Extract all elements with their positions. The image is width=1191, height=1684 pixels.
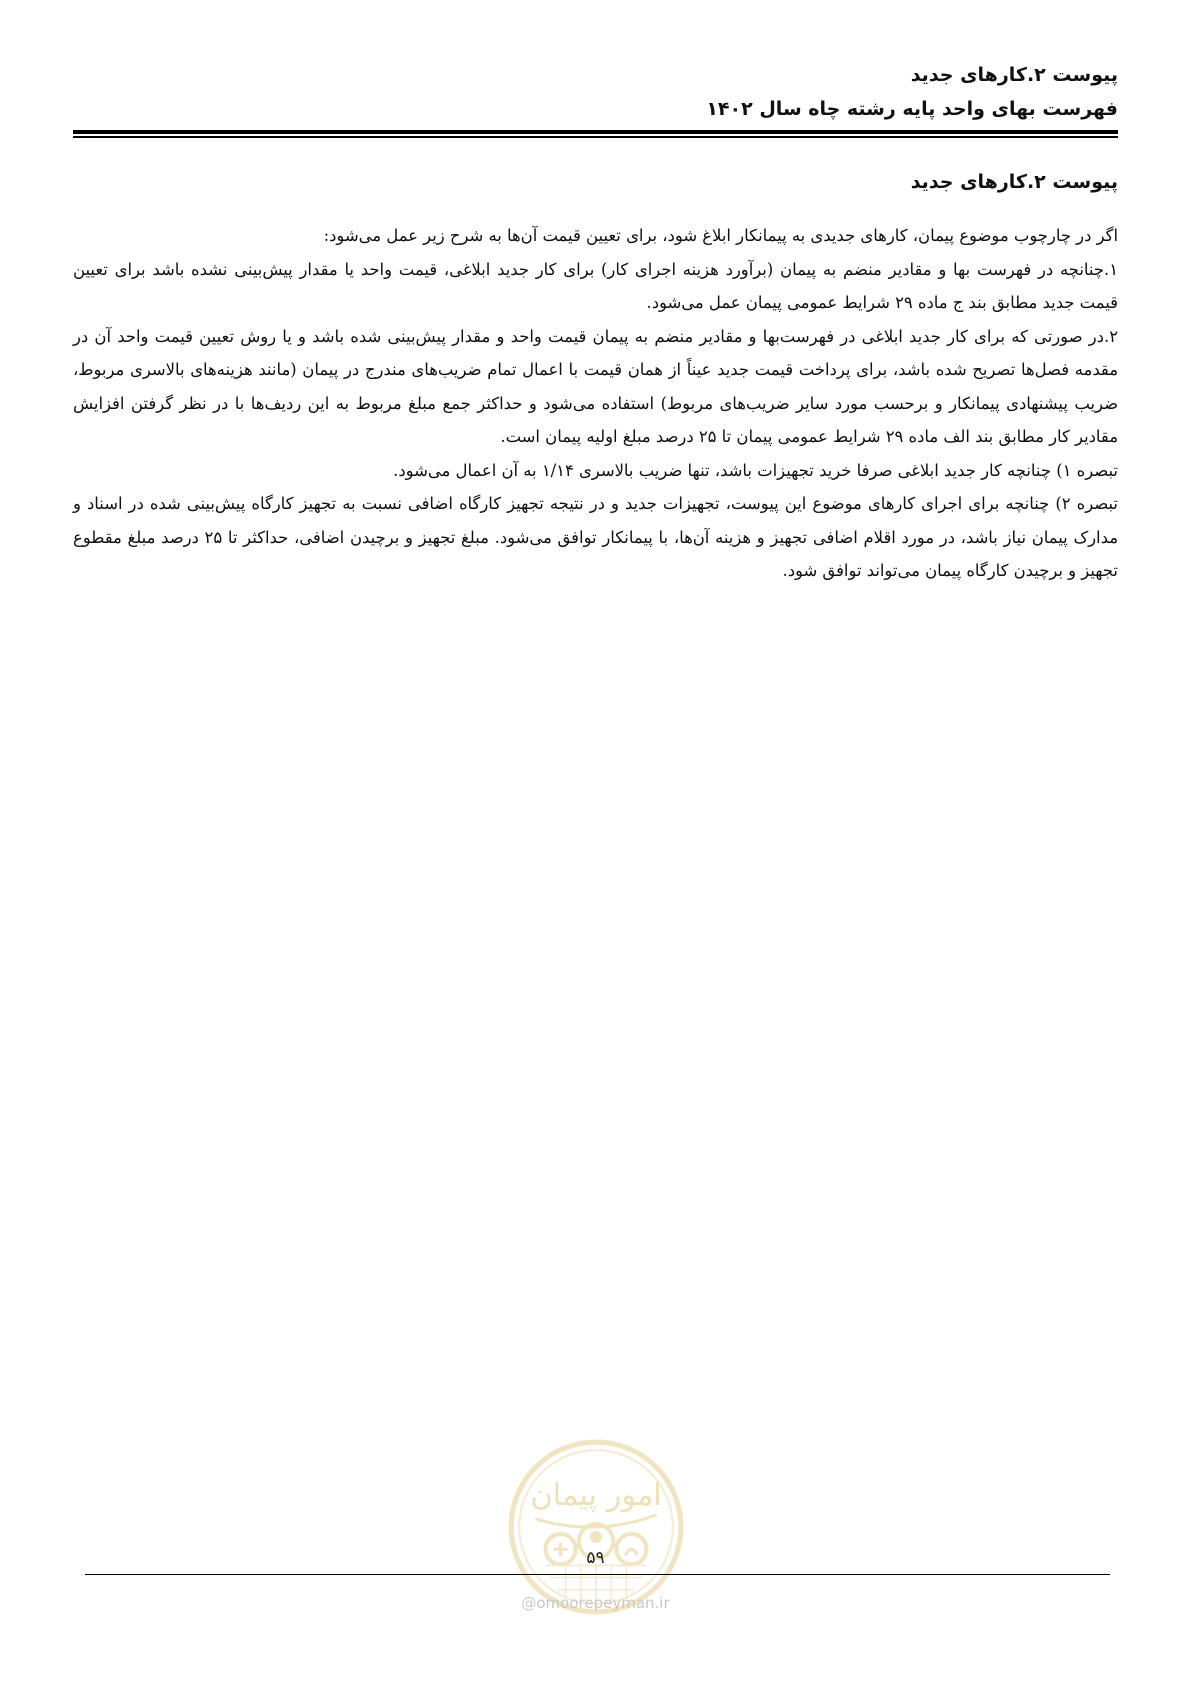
- page-number: ۵۹: [586, 1548, 605, 1568]
- document-body: [73, 165, 1118, 588]
- note-1-paragraph: تبصره ۱) چنانچه کار جدید ابلاغی صرفا خرید تجهیزات باشد، تنها ضریب بالاسری ۱/۱۴ به آن اعمال می‌شود.: [393, 460, 1118, 480]
- header-appendix-title: پیوست ۲.کارهای جدید: [910, 64, 1118, 86]
- note-2-paragraph: تبصره ۲) چنانچه برای اجرای کارهای موضوع این پیوست، تجهیزات جدید و در نتیجه تجهیز کارگاه اضافی نسبت به تجهیز کارگاه پیش‌بینی شده در اسناد و مدارک پیمان نیاز باشد، در مورد اقلام اضافی تجهیز و هزینه آن‌ها، با پیمانکار توافق می‌شود. مبلغ تجهیز و برچیدن اضافی، حداکثر تا ۲۵ درصد مبلغ مقطوع تجهیز و برچیدن کارگاه پیمان می‌تواند توافق شود.: [73, 494, 1118, 580]
- header-rule-thick: [73, 130, 1118, 134]
- intro-paragraph: اگر در چارچوب موضوع پیمان، کارهای جدیدی به پیمانکار ابلاغ شود، برای تعیین قیمت آن‌ها به شرح زیر عمل می‌شود:: [323, 226, 1118, 245]
- watermark-text: امور پیمان: [530, 1477, 662, 1513]
- footer-url: @omoorepeyman.ir: [521, 1594, 670, 1612]
- clause-1-paragraph: ۱.چنانچه در فهرست بها و مقادیر منضم به پیمان (برآورد هزینه اجرای کار) برای کار جدید ابلاغی، قیمت واحد یا مقدار پیش‌بینی نشده باشد برای تعیین قیمت جدید مطابق بند ج ماده ۲۹ شرایط عمومی پیمان عمل می‌شود.: [73, 259, 1118, 312]
- section-title: پیوست ۲.کارهای جدید: [910, 171, 1118, 193]
- clause-2-paragraph: ۲.در صورتی که برای کار جدید ابلاغی در فهرست‌بها و مقادیر منضم به پیمان قیمت واحد و مقدار پیش‌بینی شده باشد و یا روش تعیین قیمت واحد آن در مقدمه فصل‌ها تصریح شده باشد، برای پرداخت قیمت جدید عیناً از همان قیمت با اعمال تمام ضریب‌های مندرج در پیمان (مانند هزینه‌های بالاسری مربوط، ضریب پیشنهادی پیمانکار و برحسب مورد سایر ضریب‌های مربوط) استفاده می‌شود و حداکثر جمع مبلغ مربوط به این ردیف‌ها با در نظر گرفتن افزایش مقادیر کار مطابق بند الف ماده ۲۹ شرایط عمومی پیمان تا ۲۵ درصد مبلغ اولیه پیمان است.: [73, 326, 1118, 446]
- header-document-title: فهرست بهای واحد پایه رشته چاه سال ۱۴۰۲: [706, 98, 1118, 120]
- page-header: [73, 58, 1118, 126]
- watermark-logo: [505, 1436, 687, 1618]
- header-rule-thin: [73, 136, 1118, 138]
- footer-rule: [85, 1574, 1110, 1575]
